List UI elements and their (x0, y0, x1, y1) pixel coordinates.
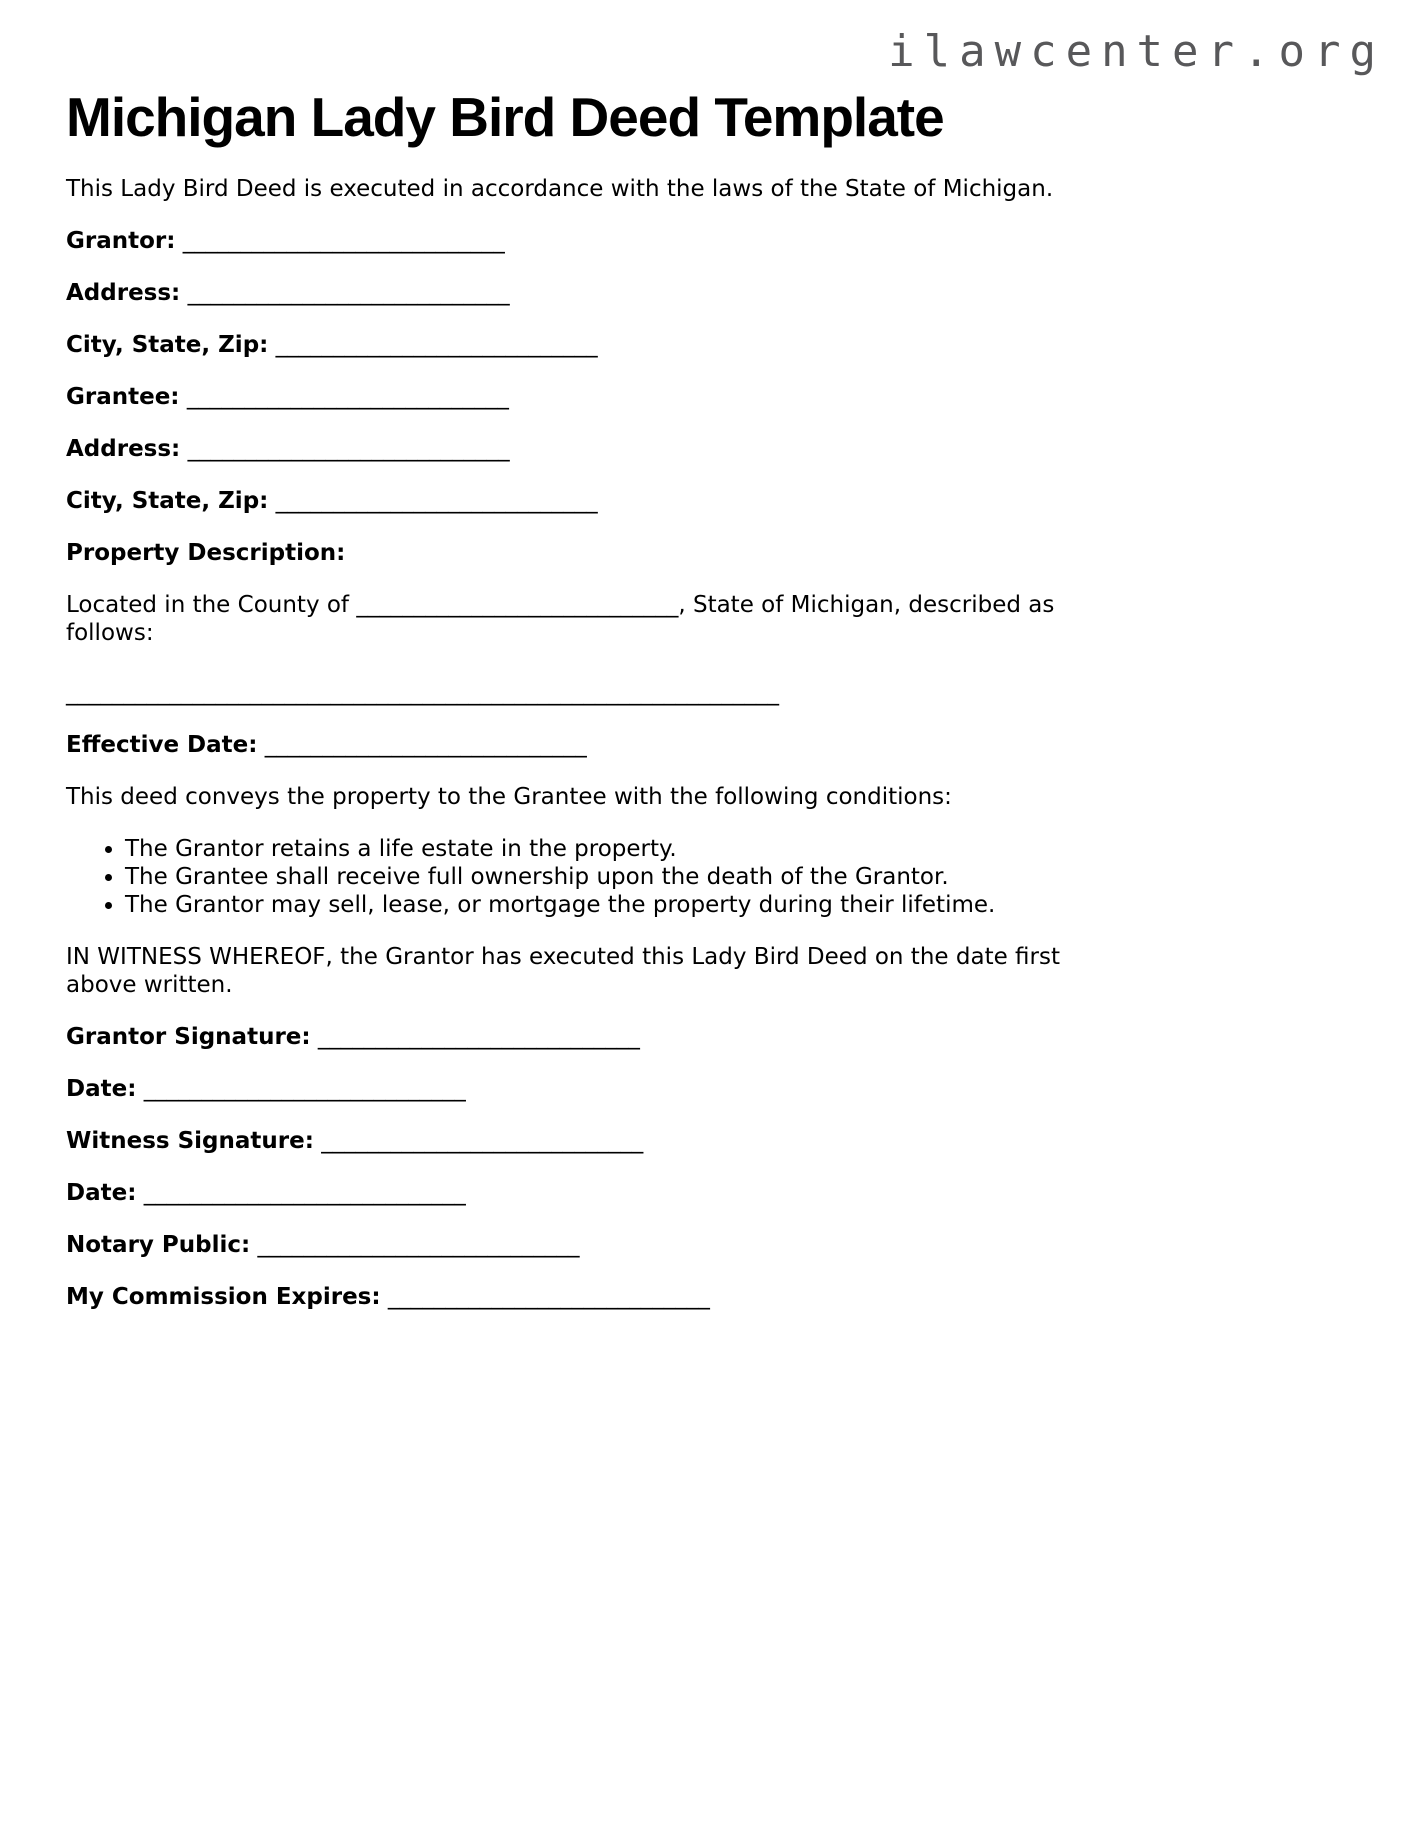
commission-expires-label: My Commission Expires: (66, 1284, 381, 1311)
grantor-address-blank-line: ____________________________ (187, 280, 510, 307)
located-suffix-text: , State of Michigan, described as (678, 592, 1055, 619)
effective-date-label: Effective Date: (66, 732, 258, 759)
grantor-blank-line: ____________________________ (182, 228, 505, 255)
property-description-heading: Property Description: (66, 540, 346, 567)
page-title: Michigan Lady Bird Deed Template (66, 86, 944, 148)
grantor-signature-blank-line: ____________________________ (317, 1024, 640, 1051)
grantee-city-state-zip-label: City, State, Zip: (66, 488, 269, 515)
grantee-address-label: Address: (66, 436, 181, 463)
grantee-field-row (66, 383, 1146, 411)
witness-signature-blank-line: ____________________________ (321, 1128, 644, 1155)
witness-clause-paragraph (66, 943, 1146, 999)
grantee-address-blank-line: ____________________________ (187, 436, 510, 463)
grantor-city-state-zip-label: City, State, Zip: (66, 332, 269, 359)
located-prefix-text: Located in the County of (66, 592, 350, 619)
grantor-signature-date-row (66, 1075, 1146, 1103)
notary-public-label: Notary Public: (66, 1232, 251, 1259)
grantee-city-state-zip-row (66, 487, 1146, 515)
property-description-blank-row (66, 679, 1146, 707)
grantor-signature-date-label: Date: (66, 1076, 137, 1103)
document-body (66, 175, 1146, 1311)
intro-paragraph: This Lady Bird Deed is executed in accordance with the laws of the State of Michigan. (66, 176, 1054, 203)
commission-expires-row (66, 1283, 1146, 1311)
witness-signature-row (66, 1127, 1146, 1155)
located-tail-text: follows: (66, 620, 154, 647)
grantor-city-state-zip-blank-line: ____________________________ (275, 332, 598, 359)
grantor-signature-date-blank-line: ____________________________ (143, 1076, 466, 1103)
commission-expires-blank-line: ____________________________ (387, 1284, 710, 1311)
witness-clause-line1: IN WITNESS WHEREOF, the Grantor has executed this Lady Bird Deed on the date first (66, 944, 1060, 971)
grantor-label: Grantor: (66, 228, 176, 255)
notary-public-row (66, 1231, 1146, 1259)
effective-date-blank-line: ____________________________ (264, 732, 587, 759)
condition-item-sell-lease-mortgage: • The Grantor may sell, lease, or mortgage the property during their lifetime. (125, 891, 1146, 919)
grantor-field-row (66, 227, 1146, 255)
property-description-blank-line: ______________________________________________________________ (66, 680, 779, 707)
grantee-city-state-zip-blank-line: ____________________________ (275, 488, 598, 515)
grantor-signature-label: Grantor Signature: (66, 1024, 311, 1051)
grantor-address-row (66, 279, 1146, 307)
witness-signature-date-blank-line: ____________________________ (143, 1180, 466, 1207)
witness-clause-line2: above written. (66, 972, 233, 999)
witness-signature-label: Witness Signature: (66, 1128, 314, 1155)
conditions-intro-paragraph: This deed conveys the property to the Grantee with the following conditions: (66, 784, 952, 811)
grantor-signature-row (66, 1023, 1146, 1051)
notary-public-blank-line: ____________________________ (257, 1232, 580, 1259)
property-location-paragraph (66, 591, 1146, 647)
conditions-list (66, 835, 1146, 919)
witness-signature-date-label: Date: (66, 1180, 137, 1207)
effective-date-row (66, 731, 1146, 759)
grantee-address-row (66, 435, 1146, 463)
condition-item-life-estate: • The Grantor retains a life estate in the property. (125, 835, 1146, 863)
grantor-city-state-zip-row (66, 331, 1146, 359)
watermark-url: ilawcenter.org (888, 26, 1385, 77)
county-blank-line: ____________________________ (356, 592, 679, 619)
grantor-address-label: Address: (66, 280, 181, 307)
grantee-label: Grantee: (66, 384, 180, 411)
grantee-blank-line: ____________________________ (186, 384, 509, 411)
condition-item-full-ownership: • The Grantee shall receive full ownership upon the death of the Grantor. (125, 863, 1146, 891)
witness-signature-date-row (66, 1179, 1146, 1207)
